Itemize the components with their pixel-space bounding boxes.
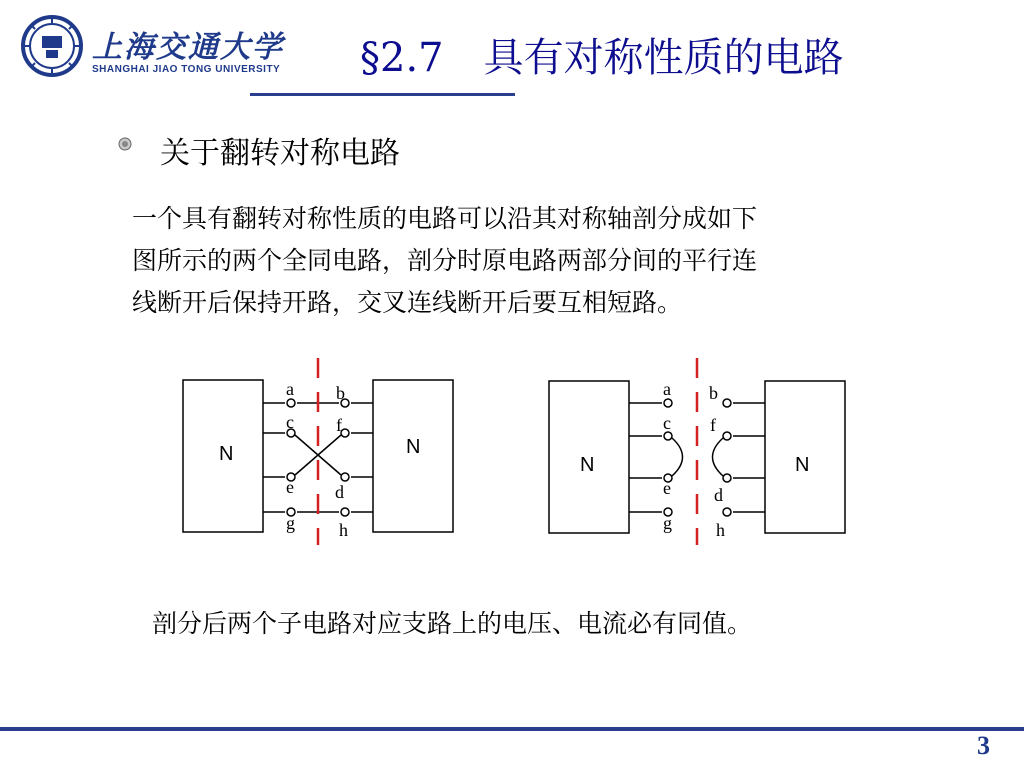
node-label: c xyxy=(663,413,671,433)
node-label: b xyxy=(709,383,718,403)
node-label: f xyxy=(336,415,342,435)
block-label: N xyxy=(580,454,595,476)
split-circuit-diagram xyxy=(549,358,845,545)
block-label: N xyxy=(219,443,234,465)
node-label: e xyxy=(286,477,294,497)
node-label: g xyxy=(286,513,295,533)
paragraph-line: 图所示的两个全同电路，剖分时原电路两部分间的平行连 xyxy=(132,246,758,275)
footer-rule xyxy=(0,727,1024,731)
node-label: c xyxy=(286,412,294,432)
paragraph-line: 一个具有翻转对称性质的电路可以沿其对称轴剖分成如下 xyxy=(132,204,758,233)
conclusion-text: 剖分后两个子电路对应支路上的电压、电流必有同值。 xyxy=(152,609,753,638)
logo-english-name: SHANGHAI JIAO TONG UNIVERSITY xyxy=(92,64,281,75)
node-label: f xyxy=(710,415,716,435)
node-label: b xyxy=(336,383,345,403)
logo-chinese-name: 上海交通大学 xyxy=(92,30,284,65)
node-label: d xyxy=(335,482,344,502)
paragraph-line: 线断开后保持开路，交叉连线断开后要互相短路。 xyxy=(132,288,683,317)
block-label: N xyxy=(406,436,421,458)
page-number: 3 xyxy=(977,731,990,760)
slide-title: §2.7 具有对称性质的电路 xyxy=(360,35,844,81)
node-label: g xyxy=(663,513,672,533)
node-label: a xyxy=(663,379,671,399)
node-label: e xyxy=(663,478,671,498)
block-label: N xyxy=(795,454,810,476)
node-label: h xyxy=(339,520,348,540)
node-label: a xyxy=(286,379,294,399)
section-heading: 关于翻转对称电路 xyxy=(160,136,400,171)
node-label: h xyxy=(716,520,725,540)
node-label: d xyxy=(714,485,723,505)
